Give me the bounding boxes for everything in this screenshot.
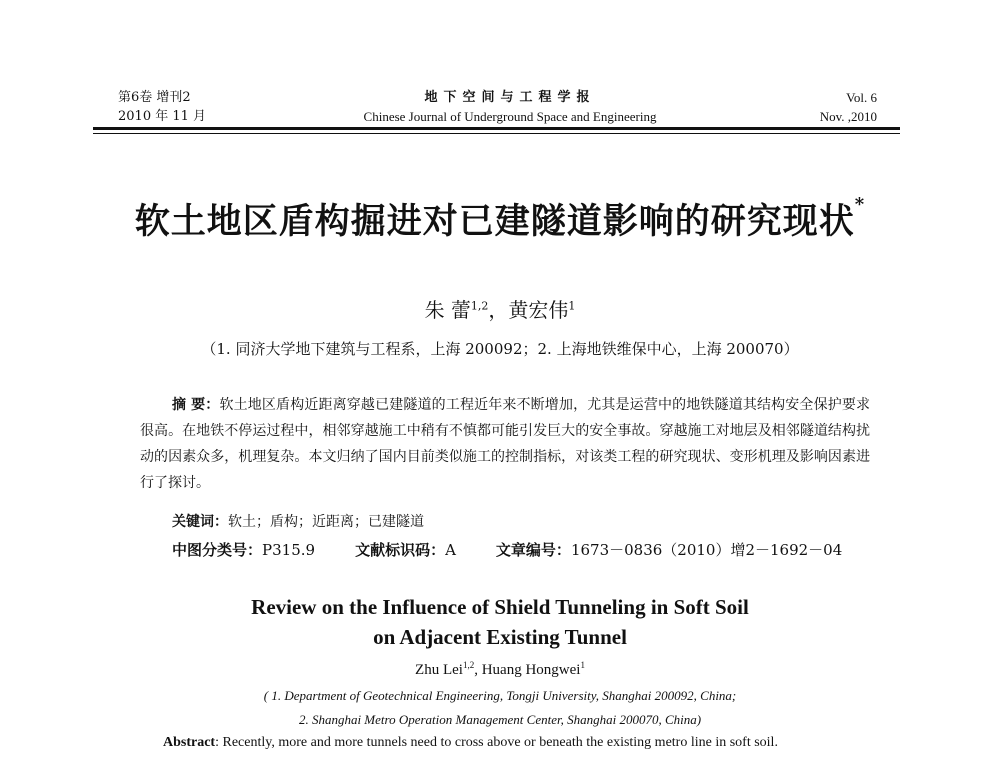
journal-issue-info <box>118 88 206 126</box>
abstract-label-en: Abstract <box>163 735 216 750</box>
abstract-en <box>163 735 778 751</box>
author-1-name-en: Zhu Lei <box>415 662 463 678</box>
clc-value: P315.9 <box>262 541 316 559</box>
keywords-label: 关键词： <box>172 514 228 530</box>
author-separator-en: , <box>474 662 482 678</box>
abstract-cn <box>140 392 870 496</box>
journal-name <box>250 88 770 126</box>
volume-info-en <box>820 88 877 126</box>
paper-title-cn <box>60 194 940 244</box>
affiliation-en-line-2: 2. Shanghai Metro Operation Management Center, Shanghai 200070, China) <box>298 712 702 727</box>
affiliation-en-line-1: ( 1. Department of Geotechnical Engineering, Tongji University, Shanghai 200092, China; <box>263 688 737 703</box>
journal-name-cn: 地下空间与工程学报 <box>424 90 596 105</box>
abstract-text-en: : Recently, more and more tunnels need to cross above or beneath the existing metro line in soft soil. <box>215 735 778 750</box>
author-2-name-en: Huang Hongwei <box>481 662 581 678</box>
affiliation-cn: （1. 同济大学地下建筑与工程系，上海 200092；2. 上海地铁维保中心，上海 200070） <box>201 340 799 358</box>
abstract-label-cn: 摘 要： <box>172 397 220 413</box>
authors-cn <box>0 294 1000 323</box>
title-text: 软土地区盾构掘进对已建隧道影响的研究现状 <box>134 201 855 242</box>
title-footnote-mark: * <box>854 194 866 215</box>
affiliation-en <box>0 684 1000 732</box>
title-en-line-1: Review on the Influence of Shield Tunneling in Soft Soil <box>251 595 749 619</box>
header-rule-thin <box>93 133 900 134</box>
author-2-name: 黄宏伟 <box>508 298 569 322</box>
author-2-affil-en: 1 <box>580 660 585 670</box>
article-no-value: 1673－0836（2010）增2－1692－04 <box>570 541 843 559</box>
volume-en: Vol. 6 <box>846 90 877 105</box>
abstract-text-cn: 软土地区盾构近距离穿越已建隧道的工程近年来不断增加，尤其是运营中的地铁隧道其结构安全保护要求很高。在地铁不停运过程中，相邻穿越施工中稍有不慎都可能引发巨大的安全事故。穿越施工对地层及相邻隧道结构扰动的因素众多，机理复杂。本文归纳了国内目前类似施工的控制指标，对该类工程的研究现状、变形机理及影响因素进行了探讨。 <box>140 397 871 491</box>
author-1-affil: 1,2 <box>470 299 489 313</box>
clc-label: 中图分类号： <box>172 541 263 559</box>
date-en: Nov. ,2010 <box>819 109 877 124</box>
keywords-cn <box>172 511 424 531</box>
author-2-affil: 1 <box>568 299 576 313</box>
title-en-line-2: on Adjacent Existing Tunnel <box>373 625 627 649</box>
header-rule-thick <box>93 127 900 130</box>
author-1-affil-en: 1,2 <box>462 660 475 670</box>
author-separator: ， <box>488 298 509 322</box>
classification-line <box>172 539 842 560</box>
author-1-name: 朱 蕾 <box>424 298 471 322</box>
doc-code-value: A <box>445 541 456 559</box>
authors-en <box>0 660 1000 679</box>
article-no-label: 文章编号： <box>495 541 571 559</box>
keywords-text: 软土；盾构；近距离；已建隧道 <box>228 514 424 530</box>
issue-date: 2010 年 11 月 <box>118 109 207 124</box>
volume-issue: 第6卷 增刊2 <box>118 90 191 105</box>
paper-title-en <box>0 592 1000 652</box>
journal-name-en: Chinese Journal of Underground Space and Engineering <box>363 109 657 124</box>
doc-code-label: 文献标识码： <box>355 541 446 559</box>
